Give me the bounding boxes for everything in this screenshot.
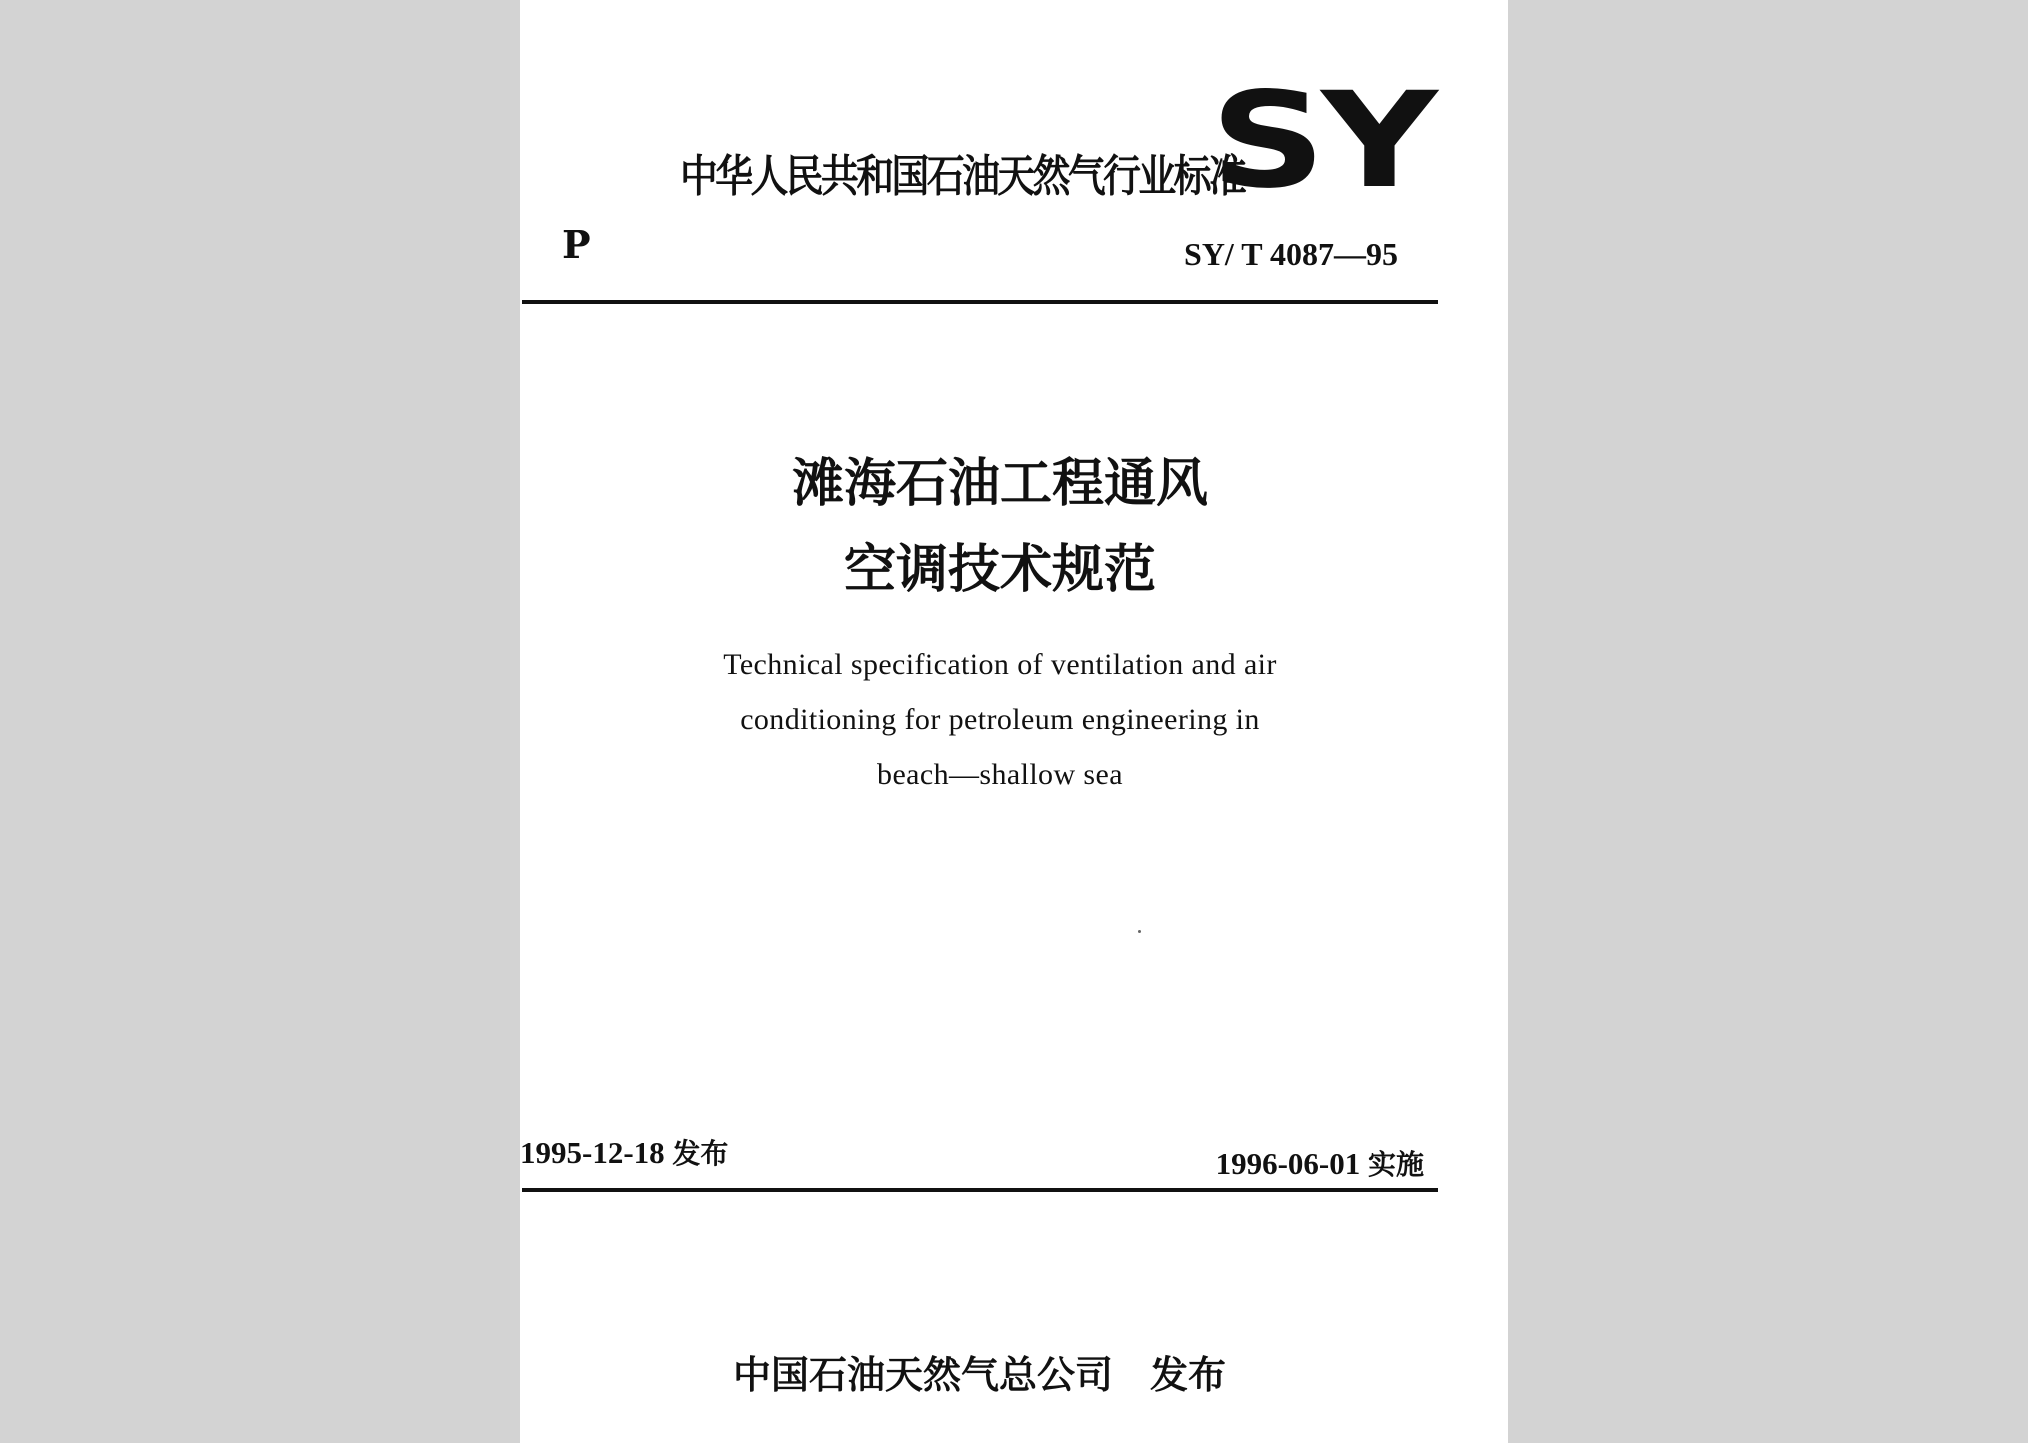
bottom-divider [522, 1188, 1438, 1192]
title-en-line3: beach—shallow sea [877, 758, 1123, 791]
scan-speck [1138, 930, 1141, 933]
issue-label: 发布 [672, 1137, 729, 1170]
sy-logo: SY [1210, 64, 1433, 218]
issue-date-line [520, 1132, 728, 1172]
standard-header-title: 中华人民共和国石油天然气行业标准 [680, 151, 1245, 202]
title-cn-line1: 滩海石油工程通风 [791, 454, 1208, 514]
standard-number: SY/ T 4087—95 [1184, 236, 1398, 272]
title-cn-line2: 空调技术规范 [843, 540, 1156, 600]
category-letter: P [562, 222, 591, 267]
title-en-line2: conditioning for petroleum engineering in [740, 703, 1260, 736]
effective-date-line [1216, 1143, 1424, 1183]
effective-date: 1996-06-01 [1215, 1146, 1361, 1181]
top-divider [522, 300, 1438, 304]
effective-label: 实施 [1367, 1148, 1424, 1181]
publisher-action: 发布 [1150, 1353, 1227, 1397]
document-page [520, 0, 1508, 1443]
issue-date: 1995-12-18 [520, 1135, 665, 1170]
publisher-name: 中国石油天然气总公司 [733, 1353, 1114, 1397]
title-en-line1: Technical specification of ventilation and air [723, 648, 1277, 681]
